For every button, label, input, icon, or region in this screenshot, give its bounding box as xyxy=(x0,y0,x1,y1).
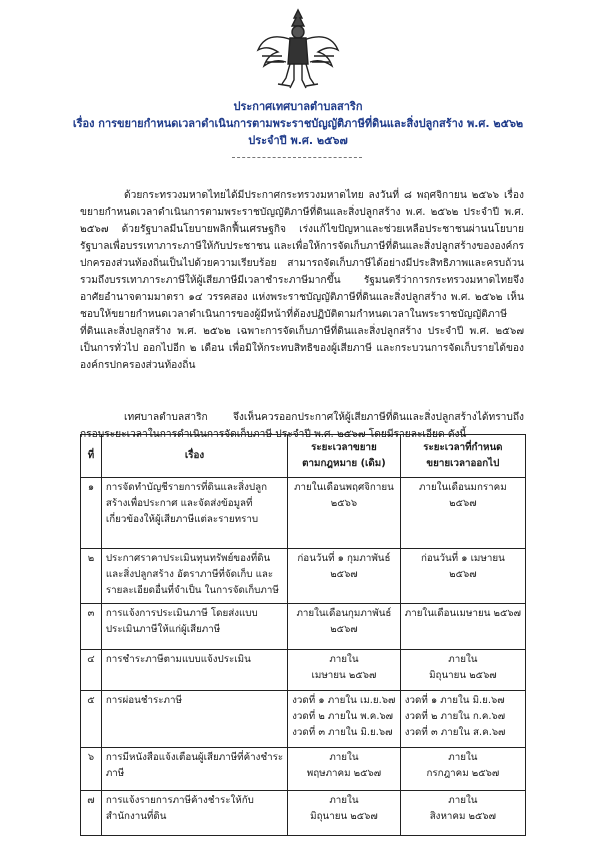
old-line: ๒๕๖๗ xyxy=(330,624,358,635)
old-line: ๒๕๖๖ xyxy=(330,498,358,509)
old-line: เมษายน ๒๕๖๗ xyxy=(311,670,377,681)
old-line: งวดที่ ๒ ภายใน พ.ค.๖๗ xyxy=(292,711,394,722)
new-line: ภายใน xyxy=(448,752,478,763)
old-line: ๒๕๖๗ xyxy=(330,569,358,580)
topic-line: และสิ่งปลูกสร้าง อัตราภาษีที่จัดเก็บ และ xyxy=(105,569,274,580)
new-line: งวดที่ ๒ ภายใน ก.ค.๖๗ xyxy=(404,711,506,722)
row-number: ๕ xyxy=(81,691,102,748)
old-line: งวดที่ ๑ ภายใน เม.ย.๖๗ xyxy=(292,695,396,706)
row-topic xyxy=(101,604,287,650)
row-topic xyxy=(101,478,287,549)
garuda-emblem-icon xyxy=(256,6,340,92)
topic-line: ภาษี xyxy=(105,768,125,779)
topic-line: การแจ้งรายการภาษีค้างชำระให้กับ xyxy=(105,795,254,806)
row-new-period xyxy=(400,604,525,650)
new-line: สิงหาคม ๒๕๖๗ xyxy=(429,811,497,822)
row-new-period xyxy=(400,691,525,748)
new-line: ภายใน xyxy=(448,654,478,665)
topic-line: การมีหนังสือแจ้งเตือนผู้เสียภาษีที่ค้างชำระ xyxy=(105,752,284,763)
old-line: ภายในเดือนกุมภาพันธ์ xyxy=(296,608,392,619)
row-number: ๑ xyxy=(81,478,102,549)
old-line: งวดที่ ๓ ภายใน มิ.ย.๖๗ xyxy=(292,727,393,738)
old-line: ภายใน xyxy=(329,795,359,806)
body-paragraph-2: เทศบาลตำบลสาริก จึงเห็นควรออกประกาศให้ผู้เสียภาษีที่ดินและสิ่งปลูกสร้างได้ทราบถึงกรอบระยะเวลาในการดำเนินการจัดเก็บภาษี ประจำปี พ.ศ. ๒๕๖๗ โดยมีรายละเอียด ดังนี้ xyxy=(80,412,524,441)
notice-year: ประจำปี พ.ศ. ๒๕๖๗ xyxy=(248,134,348,147)
old-line: ภายในเดือนพฤศจิกายน xyxy=(294,482,394,493)
row-topic xyxy=(101,691,287,748)
topic-line: สำนักงานที่ดิน xyxy=(105,811,167,822)
new-line: กรกฎาคม ๒๕๖๗ xyxy=(426,768,500,779)
row-old-period xyxy=(288,549,401,604)
table-row xyxy=(81,650,526,691)
row-new-period xyxy=(400,549,525,604)
new-line: งวดที่ ๑ ภายใน มิ.ย.๖๗ xyxy=(404,695,505,706)
table-row xyxy=(81,691,526,748)
title-divider xyxy=(232,157,362,158)
topic-line: สร้างเพื่อประกาศ และจัดส่งข้อมูลที่ xyxy=(105,498,253,509)
header-new-line-1: ระยะเวลาที่กำหนด xyxy=(423,442,503,453)
table-row xyxy=(81,549,526,604)
table-header-row xyxy=(81,435,526,478)
header-old-line-1: ระยะเวลาขยาย xyxy=(311,442,377,453)
topic-line: รายละเอียดอื่นที่จำเป็น ในการจัดเก็บภาษี xyxy=(105,585,279,596)
header-no: ที่ xyxy=(81,435,102,478)
header-new-line-2: ขยายเวลาออกไป xyxy=(426,458,500,469)
row-new-period xyxy=(400,650,525,691)
row-new-period xyxy=(400,478,525,549)
new-line: งวดที่ ๓ ภายใน ส.ค.๖๗ xyxy=(404,727,506,738)
topic-line: การชำระภาษีตามแบบแจ้งประเมิน xyxy=(105,654,251,665)
row-number: ๔ xyxy=(81,650,102,691)
header-new-period xyxy=(400,435,525,478)
topic-line: ประเมินภาษีให้แก่ผู้เสียภาษี xyxy=(105,624,221,635)
row-topic xyxy=(101,748,287,791)
row-old-period xyxy=(288,791,401,836)
new-line: ๒๕๖๗ xyxy=(449,498,477,509)
schedule-table xyxy=(80,434,526,836)
row-new-period xyxy=(400,748,525,791)
new-line: ก่อนวันที่ ๑ เมษายน xyxy=(420,553,505,564)
topic-line: ประกาศราคาประเมินทุนทรัพย์ของที่ดิน xyxy=(105,553,271,564)
row-topic xyxy=(101,650,287,691)
topic-line: การจัดทำบัญชีรายการที่ดินและสิ่งปลูก xyxy=(105,482,268,493)
row-old-period xyxy=(288,691,401,748)
old-line: ภายใน xyxy=(329,752,359,763)
notice-title: ประกาศเทศบาลตำบลสาริก xyxy=(233,100,363,113)
new-line: ภายในเดือนมกราคม xyxy=(419,482,507,493)
table-row xyxy=(81,478,526,549)
row-topic xyxy=(101,549,287,604)
new-line: ๒๕๖๗ xyxy=(449,569,477,580)
new-line: ภายใน xyxy=(448,795,478,806)
new-line: ภายในเดือนเมษายน ๒๕๖๗ xyxy=(404,608,521,619)
row-number: ๖ xyxy=(81,748,102,791)
row-topic xyxy=(101,791,287,836)
topic-line: เกี่ยวข้องให้ผู้เสียภาษีแต่ละรายทราบ xyxy=(105,514,259,525)
topic-line: การแจ้งการประเมินภาษี โดยส่งแบบ xyxy=(105,608,258,619)
row-number: ๗ xyxy=(81,791,102,836)
row-old-period xyxy=(288,748,401,791)
row-old-period xyxy=(288,650,401,691)
old-line: พฤษภาคม ๒๕๖๗ xyxy=(306,768,382,779)
table-row xyxy=(81,604,526,650)
old-line: ก่อนวันที่ ๑ กุมภาพันธ์ xyxy=(297,553,391,564)
table-row xyxy=(81,748,526,791)
row-old-period xyxy=(288,478,401,549)
row-new-period xyxy=(400,791,525,836)
notice-subject: เรื่อง การขยายกำหนดเวลาดำเนินการตามพระราชบัญญัติภาษีที่ดินและสิ่งปลูกสร้าง พ.ศ. ๒๕๖๒ xyxy=(72,117,524,130)
old-line: มิถุนายน ๒๕๖๗ xyxy=(310,811,378,822)
row-old-period xyxy=(288,604,401,650)
old-line: ภายใน xyxy=(329,654,359,665)
table-row xyxy=(81,791,526,836)
row-number: ๓ xyxy=(81,604,102,650)
body-paragraph-1: ด้วยกระทรวงมหาดไทยได้มีประกาศกระทรวงมหาดไทย ลงวันที่ ๘ พฤศจิกายน ๒๕๖๖ เรื่อง ขยายกำหนดเวลาดำเนินการตามพระราชบัญญัติภาษีที่ดินและสิ่งปลูกสร้าง พ.ศ. ๒๕๖๒ ประจำปี พ.ศ. ๒๕๖๗ ด้วยรัฐบาลมีนโยบายพลิกฟื้นเศรษฐกิจ เร่งแก้ไขปัญหาและช่วยเหลือประชาชนผ่านนโยบายรัฐบาลเพื่อบรรเทาภาระภาษีให้กับประชาชน และเพื่อให้การจัดเก็บภาษีที่ดินและสิ่งปลูกสร้างขององค์กรปกครองส่วนท้องถิ่นเป็นไปด้วยความเรียบร้อย สามารถจัดเก็บภาษีได้อย่างมีประสิทธิภาพและครบถ้วน รวมถึงบรรเทาภาระภาษีให้ผู้เสียภาษีมีเวลาชำระภาษีมากขึ้น รัฐมนตรีว่าการกระทรวงมหาดไทยจึงอาศัยอำนาจตามมาตรา ๑๔ วรรคสอง แห่งพระราชบัญญัติภาษีที่ดินและสิ่งปลูกสร้าง พ.ศ. ๒๕๖๒ เห็นชอบให้ขยายกำหนดเวลาดำเนินการของผู้มีหน้าที่ต้องปฏิบัติตามกำหนดเวลาในพระราชบัญญัติภาษีที่ดินและสิ่งปลูกสร้าง พ.ศ. ๒๕๖๒ เฉพาะการจัดเก็บภาษีที่ดินและสิ่งปลูกสร้าง ประจำปี พ.ศ. ๒๕๖๗ เป็นการทั่วไป ออกไปอีก ๒ เดือน เพื่อมิให้กระทบสิทธิของผู้เสียภาษี และกระบวนการจัดเก็บรายได้ขององค์กรปกครองส่วนท้องถิ่น xyxy=(80,190,524,372)
header-old-period xyxy=(288,435,401,478)
header-old-line-2: ตามกฎหมาย (เดิม) xyxy=(302,458,386,469)
topic-line: การผ่อนชำระภาษี xyxy=(105,695,182,706)
row-number: ๒ xyxy=(81,549,102,604)
new-line: มิถุนายน ๒๕๖๗ xyxy=(429,670,497,681)
header-topic: เรื่อง xyxy=(101,435,287,478)
